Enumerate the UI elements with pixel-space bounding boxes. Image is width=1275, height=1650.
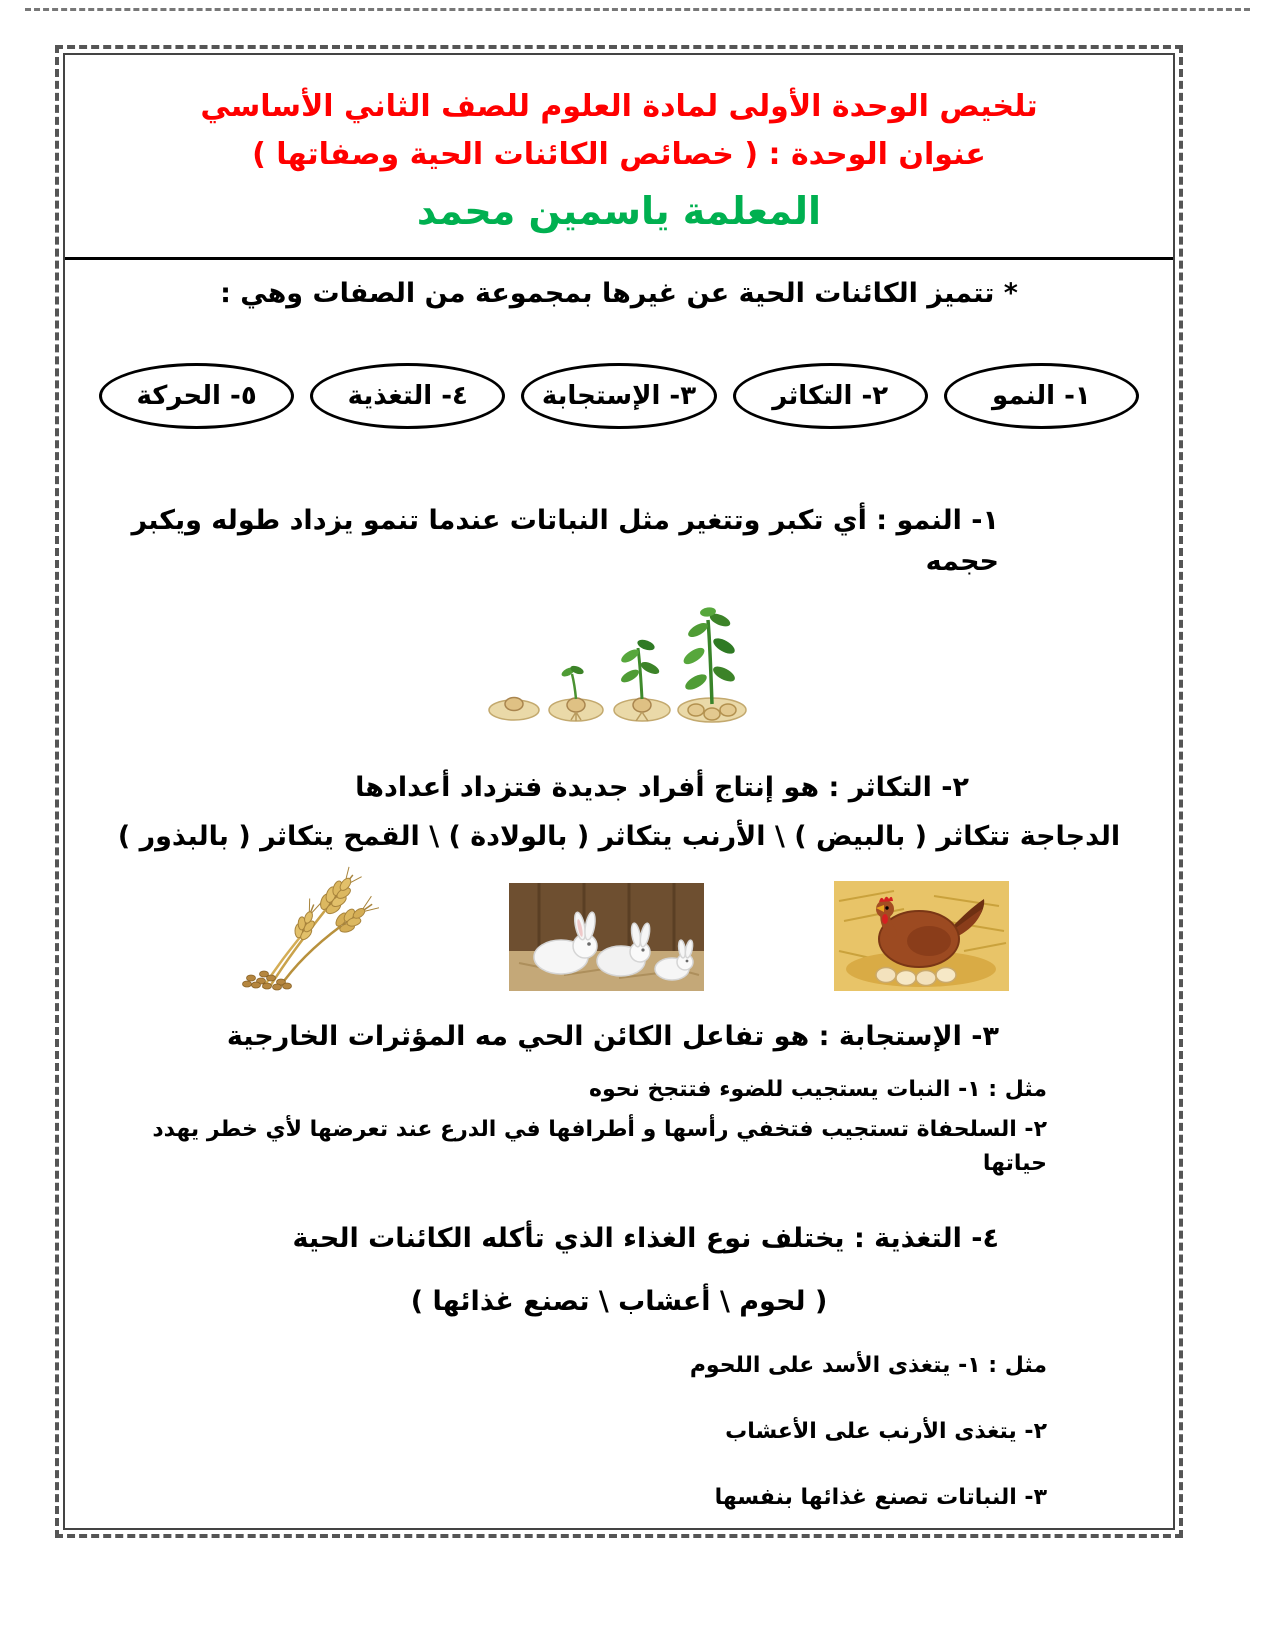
reproduction-images-row [99, 866, 1139, 991]
trait-ellipse-growth: ١- النمو [944, 363, 1139, 429]
white-rabbits-image [509, 883, 704, 991]
top-border-decoration [25, 8, 1250, 11]
trait-ellipse-nutrition: ٤- التغذية [310, 363, 505, 429]
nutrition-example-2: ٢- يتغذى الأرنب على الأعشاب [725, 1418, 1047, 1444]
page-border-frame [55, 45, 1183, 1538]
header-divider [65, 257, 1173, 260]
trait-ellipse-response: ٣- الإستجابة [521, 363, 716, 429]
response-example-1: مثل : ١- النبات يستجيب للضوء فتتجخ نحوه [588, 1077, 1047, 1102]
reproduction-heading: ٢- التكاثر : هو إنتاج أفراد جديدة فتزداد أعدادها [355, 772, 969, 803]
response-heading: ٣- الإستجابة : هو تفاعل الكائن الحي مه المؤثرات الخارجية [226, 1020, 999, 1052]
intro-sentence: * تتميز الكائنات الحية عن غيرها بمجموعة من الصفات وهي : [220, 278, 1018, 309]
reproduction-detail: الدجاجة تتكاثر ( بالبيض ) \ الأرنب يتكاثر ( بالولادة ) \ القمح يتكاثر ( بالبذور ) [117, 820, 1121, 852]
trait-ellipse-reproduction: ٢- التكاثر [733, 363, 928, 429]
page-content [65, 55, 1173, 1528]
wheat-stalks-image [229, 866, 379, 991]
growth-heading: ١- النمو : أي تكبر وتتغير مثل النباتات عندما تنمو يزداد طوله ويكبر حجمه [131, 505, 999, 577]
nutrition-subheading: ( لحوم \ أعشاب \ تصنع غذائها ) [410, 1285, 828, 1317]
title-line2: عنوان الوحدة : ( خصائص الكائنات الحية وصفاتها ) [252, 137, 986, 172]
response-example-2: ٢- السلحفاة تستجيب فتخفي رأسها و أطرافها في الدرع عند تعرضها لأي خطر يهدد حياتها [152, 1117, 1047, 1177]
nutrition-heading: ٤- التغذية : يختلف نوع الغذاء الذي تأكله الكائنات الحية [292, 1223, 999, 1255]
hen-with-eggs-image [834, 881, 1009, 991]
traits-row [99, 363, 1139, 429]
plant-growth-image [484, 598, 754, 728]
trait-ellipse-movement: ٥- الحركة [99, 363, 294, 429]
nutrition-example-1: مثل : ١- يتغذى الأسد على اللحوم [689, 1352, 1047, 1378]
nutrition-example-3: ٣- النباتات تصنع غذائها بنفسها [714, 1484, 1047, 1510]
title-line1: تلخيص الوحدة الأولى لمادة العلوم للصف الثاني الأساسي [200, 89, 1038, 124]
teacher-name: المعلمة ياسمين محمد [416, 189, 822, 233]
